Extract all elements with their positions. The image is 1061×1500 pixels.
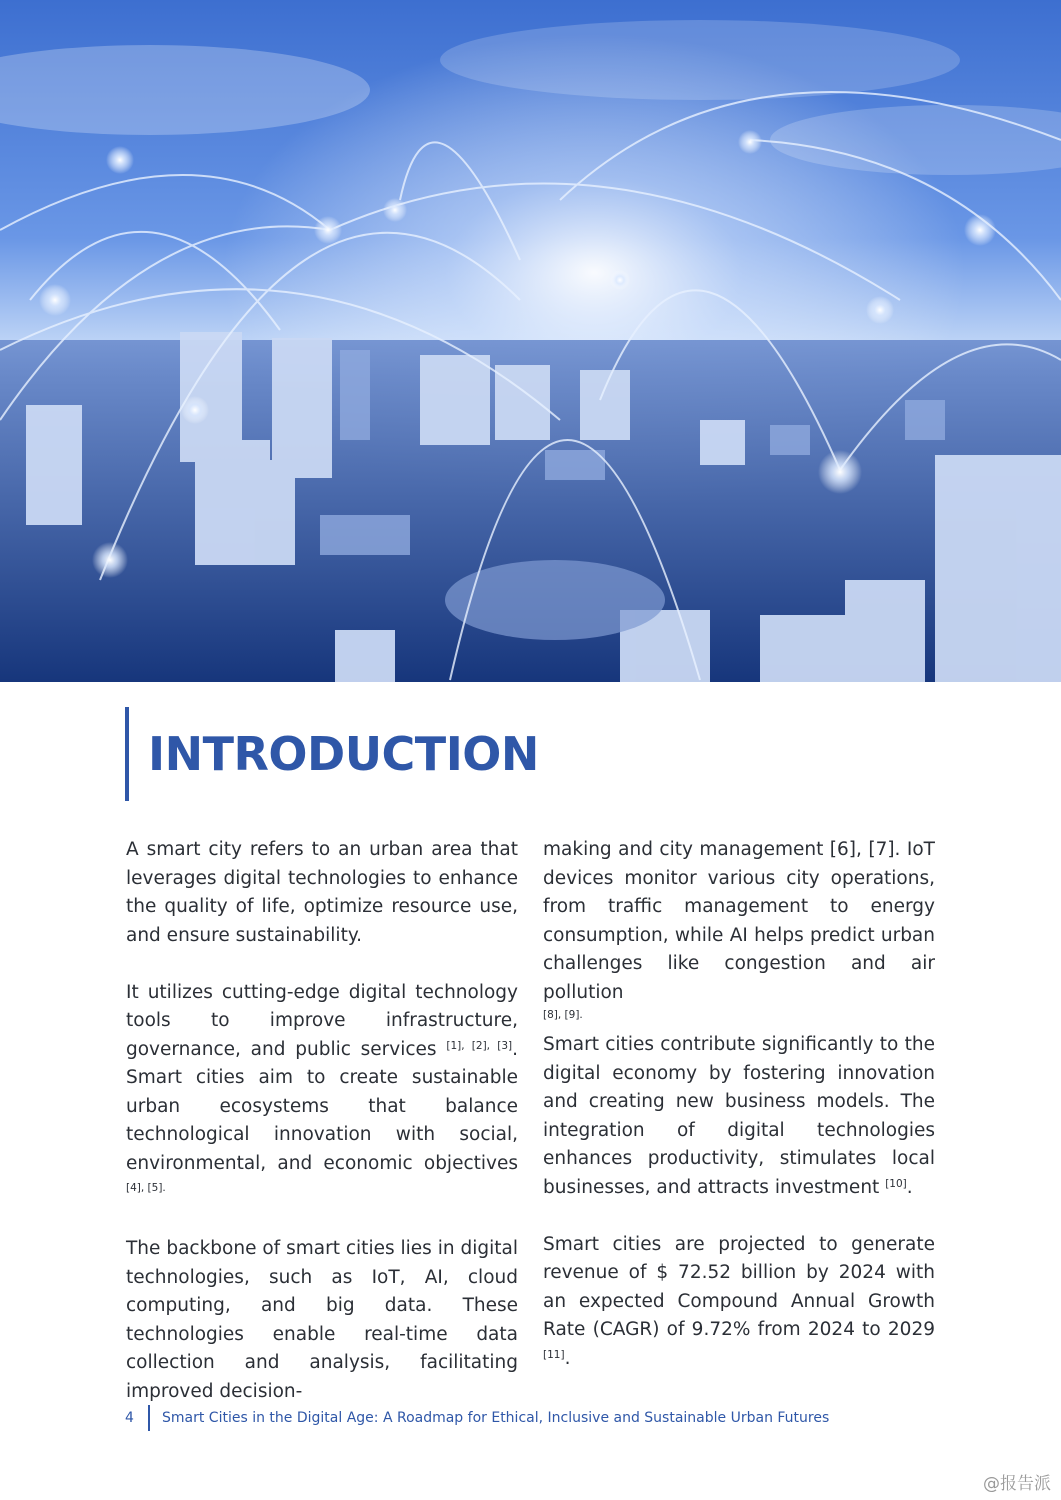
footer-divider: [148, 1405, 150, 1431]
paragraph: [543, 1231, 935, 1374]
paragraph: [126, 836, 518, 950]
paragraph-text: making and city management [6], [7]. IoT devices monitor various city operations, from traffic management to energy consumption, while AI helps predict urban challenges like congestion and air pollution: [543, 839, 935, 1003]
paragraph: [126, 979, 518, 1207]
smart-city-illustration: [0, 0, 1061, 682]
paragraph-text: A smart city refers to an urban area that leverages digital technologies to enhance the quality of life, optimize resource use, and ensure sustainability.: [126, 839, 518, 946]
watermark: @报告派: [983, 1474, 1051, 1494]
section-heading: INTRODUCTION: [148, 727, 539, 781]
paragraph-text: Smart cities contribute significantly to the digital economy by fostering innovation and creating new business models. The integration of digital technologies enhances productivity, stimulates local businesses, and attracts investment: [543, 1034, 935, 1198]
paragraph-text: Smart cities are projected to generate revenue of $ 72.52 billion by 2024 with an expected Compound Annual Growth Rate (CAGR) of 9.72% from 2024 to 2029: [543, 1233, 935, 1340]
paragraph: [543, 1031, 935, 1202]
citation: [8], [9].: [543, 1009, 583, 1021]
paragraph: [543, 836, 935, 1007]
hero-image: [0, 0, 1061, 682]
citation: [4], [5].: [126, 1182, 166, 1194]
heading-accent-bar: [125, 707, 129, 801]
left-column: [126, 836, 518, 1435]
citation: [11]: [543, 1348, 565, 1361]
punctuation: .: [906, 1176, 913, 1198]
citation: [1], [2], [3]: [446, 1039, 513, 1052]
citation: [10]: [885, 1177, 907, 1190]
paragraph-text: The backbone of smart cities lies in digital technologies, such as IoT, AI, cloud computing, and big data. These technologies enable real-time data collection and analysis, facilitating improved decision-: [126, 1238, 518, 1402]
paragraph: [126, 1235, 518, 1406]
paragraph-text: . Smart cities aim to create sustainable urban ecosystems that balance technological innovation with social, environmental, and economic objectives: [126, 1038, 518, 1174]
paragraph-text: It utilizes cutting-edge digital technology tools to improve infrastructure, governance, and public services: [126, 981, 518, 1060]
punctuation: .: [564, 1347, 571, 1369]
footer-title: Smart Cities in the Digital Age: A Roadmap for Ethical, Inclusive and Sustainable Urban Futures: [162, 1410, 830, 1426]
right-column: [543, 836, 935, 1402]
page-number: 4: [125, 1410, 134, 1426]
